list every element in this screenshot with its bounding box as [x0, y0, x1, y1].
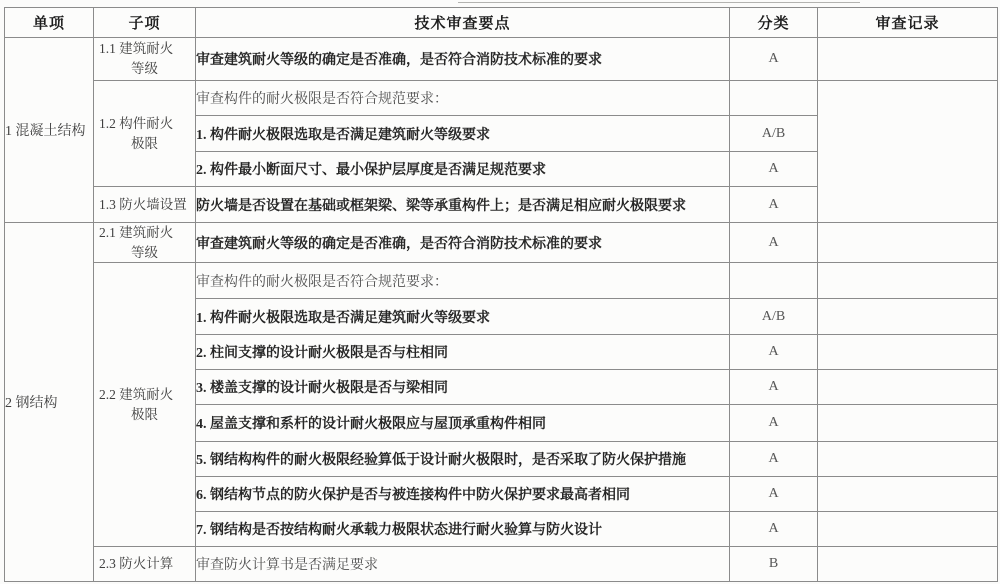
sub-item-label: 极限: [131, 406, 158, 422]
sub-item-label: 2.1 建筑耐火: [99, 225, 174, 240]
sub-item-label: 极限: [131, 135, 158, 151]
header-record: 审查记录: [818, 8, 998, 38]
sub-item-cell: 2.3 防火计算: [94, 547, 196, 582]
review-point-cell: 审查建筑耐火等级的确定是否准确，是否符合消防技术标准的要求: [196, 38, 730, 81]
record-cell: [818, 335, 998, 370]
record-cell: [818, 38, 998, 81]
review-point-cell: 审查建筑耐火等级的确定是否准确，是否符合消防技术标准的要求: [196, 223, 730, 263]
review-point-cell: 2. 柱间支撑的设计耐火极限是否与柱相同: [196, 335, 730, 370]
review-table: [4, 7, 998, 582]
table-row: [5, 547, 998, 582]
category-cell: A: [730, 512, 818, 547]
review-point-cell: 5. 钢结构构件的耐火极限经验算低于设计耐火极限时，是否采取了防火保护措施: [196, 442, 730, 477]
record-cell: [818, 547, 998, 582]
review-point-cell: 6. 钢结构节点的防火保护是否与被连接构件中防火保护要求最高者相同: [196, 477, 730, 512]
sub-item-label: 等级: [131, 61, 158, 76]
review-point-cell: 1. 构件耐火极限选取是否满足建筑耐火等级要求: [196, 299, 730, 335]
review-point-cell: 7. 钢结构是否按结构耐火承载力极限状态进行耐火验算与防火设计: [196, 512, 730, 547]
group-label-cell: 1 混凝土结构: [5, 38, 94, 223]
record-cell: [818, 81, 998, 223]
category-cell: B: [730, 547, 818, 582]
review-point-cell: 1. 构件耐火极限选取是否满足建筑耐火等级要求: [196, 116, 730, 152]
review-point-cell: 3. 楼盖支撑的设计耐火极限是否与梁相同: [196, 370, 730, 405]
category-cell: [730, 81, 818, 116]
record-cell: [818, 477, 998, 512]
category-cell: A: [730, 187, 818, 223]
review-point-cell: 4. 屋盖支撑和系杆的设计耐火极限应与屋顶承重构件相同: [196, 405, 730, 442]
sub-item-label: 1.1 建筑耐火: [99, 41, 174, 57]
category-cell: A/B: [730, 116, 818, 152]
header-category: 分类: [730, 8, 818, 38]
category-cell: A: [730, 38, 818, 81]
sub-item-label: 等级: [131, 244, 158, 260]
sub-item-label: 1.2 构件耐火: [99, 115, 174, 131]
review-point-cell: 审查构件的耐火极限是否符合规范要求：: [196, 263, 730, 299]
record-cell: [818, 223, 998, 263]
table-row: [5, 263, 998, 299]
header-points: 技术审查要点: [196, 8, 730, 38]
sub-item-label: 2.2 建筑耐火: [99, 387, 174, 403]
record-cell: [818, 299, 998, 335]
table-row: [5, 81, 998, 116]
group-label-cell: 2 钢结构: [5, 223, 94, 582]
scan-artifact-line: [458, 2, 860, 3]
table-header-row: [5, 8, 998, 38]
category-cell: A: [730, 405, 818, 442]
review-point-cell: 审查防火计算书是否满足要求: [196, 547, 730, 582]
header-sub: 子项: [94, 8, 196, 38]
record-cell: [818, 370, 998, 405]
sub-item-cell: [94, 223, 196, 263]
table-row: [5, 38, 998, 81]
sub-item-cell: [94, 38, 196, 81]
review-point-cell: 审查构件的耐火极限是否符合规范要求：: [196, 81, 730, 116]
table-row: [5, 223, 998, 263]
record-cell: [818, 263, 998, 299]
category-cell: [730, 263, 818, 299]
sub-item-cell: [94, 81, 196, 187]
review-point-cell: 防火墙是否设置在基础或框架梁、梁等承重构件上；是否满足相应耐火极限要求: [196, 187, 730, 223]
category-cell: A: [730, 152, 818, 187]
category-cell: A: [730, 477, 818, 512]
category-cell: A: [730, 370, 818, 405]
record-cell: [818, 442, 998, 477]
category-cell: A: [730, 442, 818, 477]
category-cell: A: [730, 223, 818, 263]
header-item: 单项: [5, 8, 94, 38]
review-point-cell: 2. 构件最小断面尺寸、最小保护层厚度是否满足规范要求: [196, 152, 730, 187]
sub-item-cell: [94, 263, 196, 547]
sub-item-cell: 1.3 防火墙设置: [94, 187, 196, 223]
record-cell: [818, 512, 998, 547]
category-cell: A/B: [730, 299, 818, 335]
category-cell: A: [730, 335, 818, 370]
record-cell: [818, 405, 998, 442]
